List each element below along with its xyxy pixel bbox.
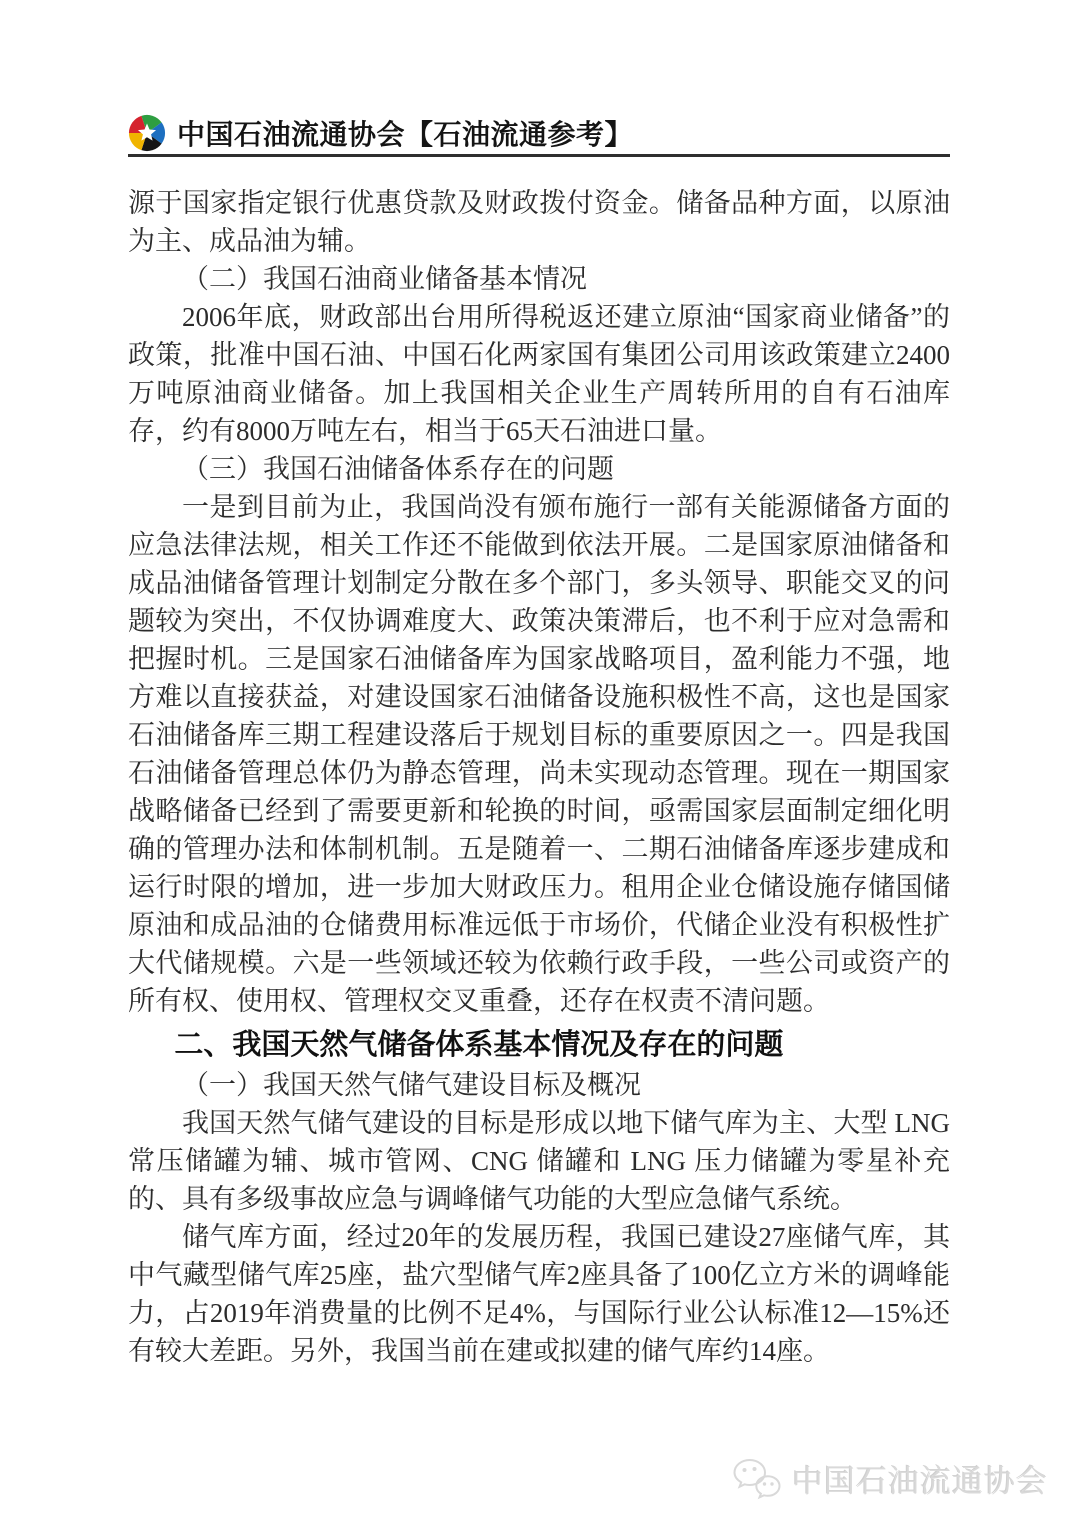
subheading-commercial-reserve: （二）我国石油商业储备基本情况 [182,264,587,294]
subheading-reserve-problems: （三）我国石油储备体系存在的问题 [182,454,614,484]
section-heading-natural-gas: 二、我国天然气储备体系基本情况及存在的问题 [174,1029,784,1061]
paragraph-reserve-problems: 一是到目前为止，我国尚没有颁布施行一部有关能源储备方面的应急法律法规，相关工作还不能做到依法开展。二是国家原油储备和成品油储备管理计划制定分散在多个部门，多头领导、职能交叉的问题较为突出，不仅协调难度大、政策决策滞后，也不利于应对急需和把握时机。三是国家石油储备库为国家战略项目，盈利能力不强，地方难以直接获益，对建设国家石油储备设施积极性不高，这也是国家石油储备库三期工程建设落后于规划目标的重要原因之一。四是我国石油储备管理总体仍为静态管理，尚未实现动态管理。现在一期国家战略储备已经到了需要更新和轮换的时间，亟需国家层面制定细化明确的管理办法和体制机制。五是随着一、二期石油储备库逐步建成和运行时限的增加，进一步加大财政压力。租用企业仓储设施存储国储原油和成品油的仓储费用标准远低于市场价，代储企业没有积极性扩大代储规模。六是一些领域还较为依赖行政手段，一些公司或资产的所有权、使用权、管理权交叉重叠，还存在权责不清问题。 [128,492,950,1016]
watermark-text: 中国石油流通协会 [792,1463,1048,1499]
paragraph-continuation: 源于国家指定银行优惠贷款及财政拨付资金。储备品种方面，以原油为主、成品油为辅。 [128,188,950,256]
paragraph-gas-storage-status: 储气库方面，经过20年的发展历程，我国已建设27座储气库，其中气藏型储气库25座，盐穴型储气库2座具备了100亿立方米的调峰能力，占2019年消费量的比例不足4%，与国际行业公认标准12—15%还有较大差距。另外，我国当前在建或拟建的储气库约14座。 [128,1222,950,1366]
wechat-icon [731,1455,783,1501]
brand-title: 中国石油流通协会【石油流通参考】 [177,119,634,150]
paragraph-gas-storage-goals: 我国天然气储气建设的目标是形成以地下储气库为主、大型 LNG 常压储罐为辅、城市管网、CNG 储罐和 LNG 压力储罐为零星补充的、具有多级事故应急与调峰储气功能的大型应急储气系统。 [128,1108,950,1214]
page-header [128,114,950,157]
subheading-gas-storage-goals: （一）我国天然气储气建设目标及概况 [182,1070,641,1100]
footer-watermark [731,1455,1048,1501]
association-pentagon-star-logo-icon [128,114,166,152]
header-divider [128,154,950,157]
article-body [128,184,950,1370]
paragraph-commercial-reserve: 2006年底，财政部出台用所得税返还建立原油“国家商业储备”的政策，批准中国石油、中国石化两家国有集团公司用该政策建立2400万吨原油商业储备。加上我国相关企业生产周转所用的自有石油库存，约有8000万吨左右，相当于65天石油进口量。 [128,302,950,446]
